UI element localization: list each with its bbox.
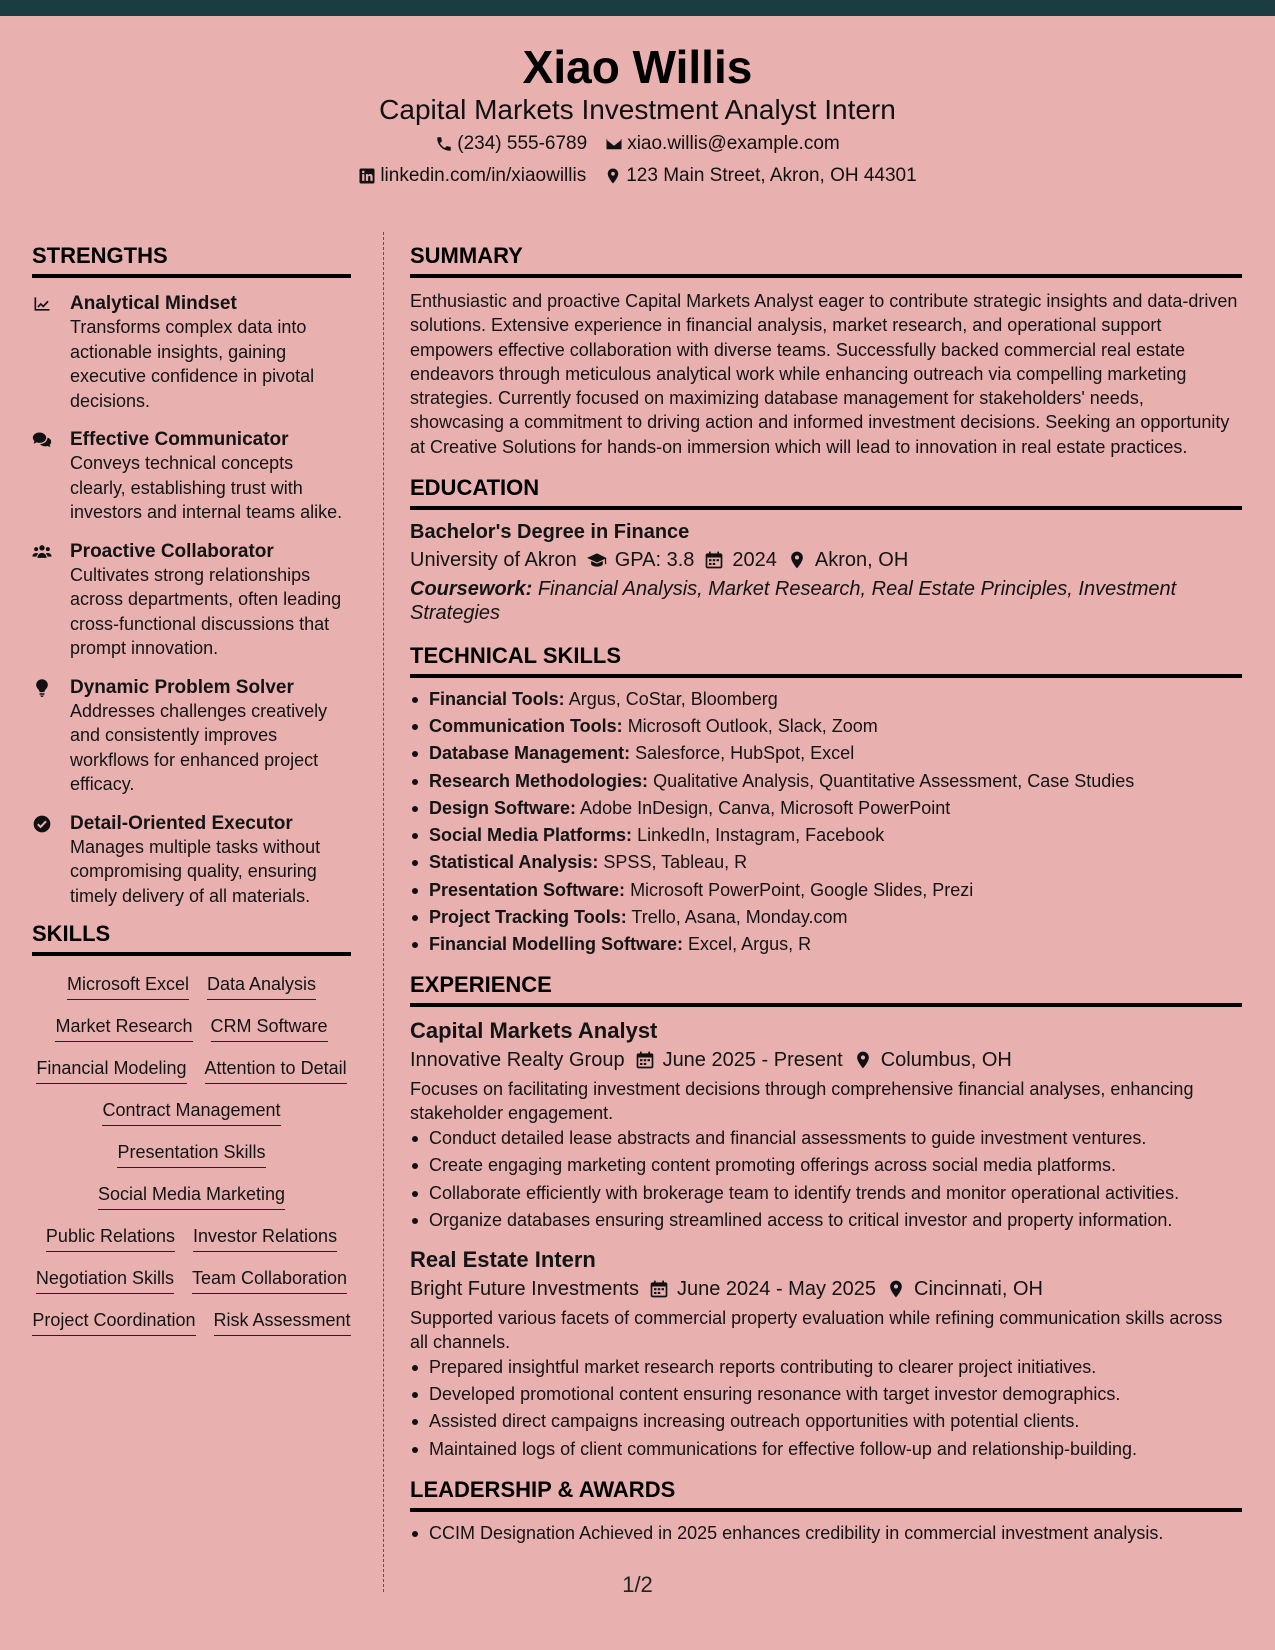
calendar-icon (704, 550, 724, 570)
skill-tag: Financial Modeling (36, 1056, 186, 1084)
skill-value: LinkedIn, Instagram, Facebook (637, 825, 885, 846)
job-meta (410, 1045, 1242, 1075)
skill-value: Microsoft PowerPoint, Google Slides, Prezi (630, 879, 974, 900)
job-dates: June 2024 - May 2025 (676, 1277, 877, 1300)
strength-item (32, 676, 351, 797)
list-item: Organize databases ensuring streamlined access to critical investor and property information. (410, 1207, 1242, 1234)
strength-title: Proactive Collaborator (70, 540, 274, 562)
address-contact (604, 165, 916, 187)
skill-tag: Team Collaboration (192, 1266, 347, 1294)
skill-value: Salesforce, HubSpot, Excel (635, 743, 855, 764)
calendar-icon (635, 1050, 655, 1070)
job-bullets (410, 1125, 1242, 1234)
skill-tag: Data Analysis (207, 972, 316, 1000)
skill-tag: Contract Management (102, 1098, 280, 1126)
job-entry (410, 1246, 1242, 1463)
skill-value: Trello, Asana, Monday.com (631, 906, 848, 927)
technical-skills-list (410, 686, 1242, 958)
list-item: Create engaging marketing content promoting offerings across social media platforms. (410, 1152, 1242, 1179)
school-name: University of Akron (410, 549, 577, 572)
strength-desc: Conveys technical concepts clearly, establishing trust with investors and internal teams alike. (70, 453, 343, 522)
map-marker-icon (886, 1279, 906, 1299)
skill-value: Adobe InDesign, Canva, Microsoft PowerPoint (580, 797, 951, 818)
list-item (410, 822, 1242, 849)
map-marker-icon (787, 550, 807, 570)
list-item: Developed promotional content ensuring resonance with target investor demographics. (410, 1381, 1242, 1408)
strength-title: Dynamic Problem Solver (70, 676, 294, 698)
job-bullets (410, 1354, 1242, 1463)
skill-tag: Risk Assessment (214, 1308, 351, 1336)
graduation-year: 2024 (732, 549, 777, 572)
coursework (410, 577, 1242, 625)
skill-value: Qualitative Analysis, Quantitative Assessment, Case Studies (653, 770, 1135, 791)
summary-heading: SUMMARY (410, 245, 1242, 278)
strength-desc: Addresses challenges creatively and consistently improves workflows for enhanced project efficacy. (70, 700, 328, 794)
job-dates: June 2025 - Present (662, 1049, 843, 1072)
left-column (32, 245, 351, 1336)
list-item: Maintained logs of client communications for effective follow-up and relationship-building. (410, 1436, 1242, 1463)
check-circle-icon (32, 814, 52, 834)
gpa-text: GPA: 3.8 (614, 549, 695, 572)
job-description: Focuses on facilitating investment decisions through comprehensive financial analyses, enhancing stakeholder engagement. (410, 1079, 1194, 1124)
graduation-cap-icon (587, 550, 607, 570)
company-name: Bright Future Investments (410, 1277, 639, 1300)
coursework-text: Financial Analysis, Market Research, Real Estate Principles, Investment Strategies (410, 578, 1177, 625)
skills-heading: SKILLS (32, 923, 351, 956)
linkedin-contact[interactable] (358, 165, 586, 187)
candidate-name: Xiao Willis (522, 41, 753, 93)
list-item (410, 686, 1242, 713)
strength-title: Analytical Mindset (70, 293, 237, 314)
list-item (410, 931, 1242, 958)
skill-label: Financial Modelling Software: (429, 933, 684, 954)
skill-tag: Attention to Detail (205, 1056, 347, 1084)
list-item (410, 904, 1242, 931)
job-entry (410, 1017, 1242, 1234)
map-marker-icon (853, 1050, 873, 1070)
technical-skills-heading: TECHNICAL SKILLS (410, 645, 1242, 678)
page-number: 1/2 (622, 1572, 653, 1597)
skill-tag: Negotiation Skills (36, 1266, 174, 1294)
list-item (410, 849, 1242, 876)
list-item: CCIM Designation Achieved in 2025 enhances credibility in commercial investment analysis. (410, 1520, 1242, 1547)
summary-text: Enthusiastic and proactive Capital Markets Analyst eager to contribute strategic insights and data-driven solutions. Extensive experience in financial analysis, market research, and operational support empowers effective collaboration with diverse teams. Successfully backed commercial real estate endeavors through meticulous analytical work while enhancing outreach via compelling marketing strategies. Currently focused on maximizing database management for stakeholders' needs, showcasing a commitment to driving action and informed investment decisions. Seeking an opportunity at Creative Solutions for hands-on immersion which will lead to innovation in real estate practices. (410, 291, 1238, 457)
education-location: Akron, OH (814, 549, 909, 572)
chart-line-icon (32, 294, 52, 314)
strengths-list (32, 292, 351, 908)
list-item: Assisted direct campaigns increasing outreach opportunities with potential clients. (410, 1408, 1242, 1435)
linkedin-text: linkedin.com/in/xiaowillis (380, 165, 587, 186)
skill-tag: Investor Relations (193, 1224, 337, 1252)
skill-value: SPSS, Tableau, R (603, 852, 748, 873)
strength-item (32, 428, 351, 525)
list-item: Prepared insightful market research reports contributing to clearer project initiatives. (410, 1354, 1242, 1381)
lightbulb-icon (32, 678, 52, 698)
top-accent-bar (0, 0, 1275, 16)
contact-row-2 (0, 165, 1275, 187)
strength-item (32, 812, 351, 909)
skill-label: Financial Tools: (429, 689, 565, 710)
skill-tag: CRM Software (211, 1014, 328, 1042)
phone-icon (435, 135, 453, 153)
skill-value: Microsoft Outlook, Slack, Zoom (627, 716, 878, 737)
contact-row-1 (0, 133, 1275, 155)
users-icon (32, 542, 52, 562)
skill-label: Design Software: (429, 797, 577, 818)
strength-item (32, 540, 351, 661)
strengths-heading: STRENGTHS (32, 245, 351, 278)
skill-label: Social Media Platforms: (429, 825, 633, 846)
leadership-list (410, 1520, 1242, 1547)
phone-contact (435, 133, 587, 155)
strength-desc: Cultivates strong relationships across departments, often leading cross-functional discussions that prompt innovation. (70, 564, 342, 658)
skill-tag: Public Relations (46, 1224, 175, 1252)
list-item (410, 795, 1242, 822)
skill-label: Communication Tools: (429, 716, 623, 737)
map-marker-icon (604, 167, 622, 185)
skill-value: Argus, CoStar, Bloomberg (568, 689, 778, 710)
job-meta (410, 1274, 1242, 1304)
list-item (410, 768, 1242, 795)
job-title: Real Estate Intern (410, 1246, 596, 1272)
job-title: Capital Markets Analyst (410, 1018, 658, 1044)
email-contact[interactable] (605, 133, 840, 155)
skill-label: Database Management: (429, 743, 631, 764)
skill-tag: Project Coordination (32, 1308, 195, 1336)
company-name: Innovative Realty Group (410, 1049, 625, 1072)
comments-icon (32, 430, 52, 450)
skill-tag: Market Research (55, 1014, 192, 1042)
strength-title: Effective Communicator (70, 429, 289, 450)
strength-item (32, 292, 351, 413)
education-meta (410, 545, 1242, 575)
address-text: 123 Main Street, Akron, OH 44301 (626, 165, 917, 186)
candidate-title: Capital Markets Investment Analyst Intern (379, 94, 896, 125)
skill-tag: Social Media Marketing (98, 1182, 285, 1210)
envelope-icon (605, 135, 623, 153)
right-column (410, 245, 1242, 1547)
skill-label: Research Methodologies: (429, 770, 649, 791)
leadership-heading: LEADERSHIP & AWARDS (410, 1479, 1242, 1512)
education-heading: EDUCATION (410, 477, 1242, 510)
calendar-icon (649, 1279, 669, 1299)
list-item (410, 740, 1242, 767)
skill-tag: Presentation Skills (117, 1140, 265, 1168)
column-divider (383, 232, 384, 1592)
coursework-label: Coursework: (410, 578, 533, 601)
linkedin-icon (358, 167, 376, 185)
phone-text: (234) 555-6789 (457, 133, 588, 154)
list-item: Conduct detailed lease abstracts and financial assessments to guide investment ventures. (410, 1125, 1242, 1152)
skill-tag: Microsoft Excel (67, 972, 189, 1000)
strength-desc: Manages multiple tasks without compromising quality, ensuring timely delivery of all materials. (70, 836, 321, 906)
email-text: xiao.willis@example.com (627, 133, 840, 154)
list-item: Collaborate efficiently with brokerage team to identify trends and monitor operational activities. (410, 1180, 1242, 1207)
skill-label: Project Tracking Tools: (429, 906, 627, 927)
skills-tag-list (32, 972, 351, 1336)
list-item (410, 877, 1242, 904)
strength-title: Detail-Oriented Executor (70, 812, 293, 834)
job-description: Supported various facets of commercial property evaluation while refining communication skills across all channels. (410, 1307, 1223, 1352)
list-item (410, 713, 1242, 740)
job-location: Columbus, OH (880, 1049, 1012, 1072)
skill-label: Presentation Software: (429, 879, 626, 900)
experience-heading: EXPERIENCE (410, 974, 1242, 1007)
strength-desc: Transforms complex data into actionable insights, gaining executive confidence in pivotal decisions. (70, 317, 315, 411)
job-location: Cincinnati, OH (914, 1277, 1043, 1300)
skill-label: Statistical Analysis: (429, 852, 599, 873)
skill-value: Excel, Argus, R (688, 933, 812, 954)
resume-header (0, 16, 1275, 204)
degree-title: Bachelor's Degree in Finance (410, 521, 690, 544)
